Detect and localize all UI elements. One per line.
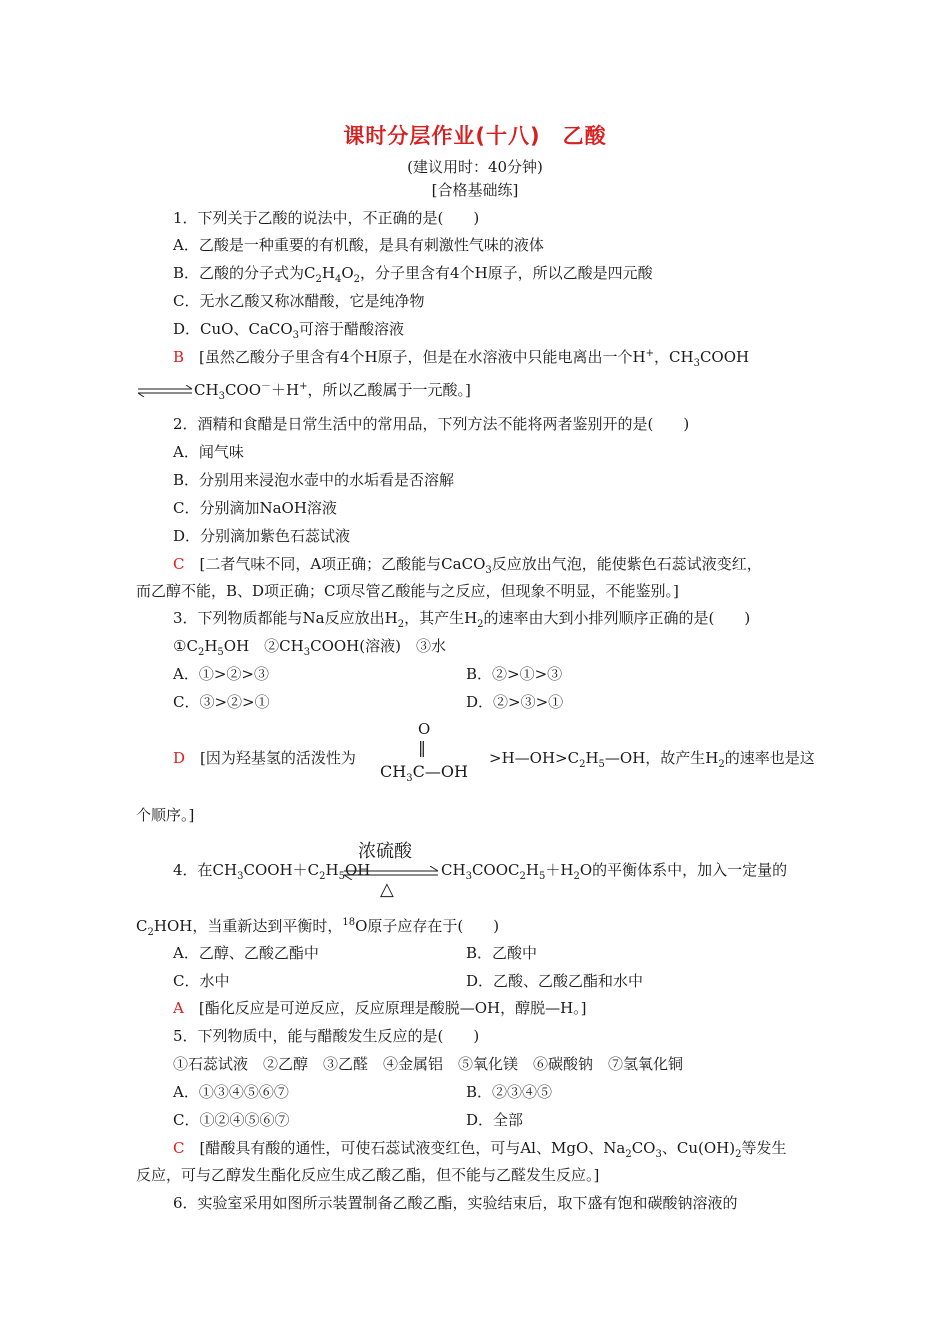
q4-option-b: B．乙酸中 bbox=[466, 944, 538, 962]
q5-option-a: A．①③④⑤⑥⑦ bbox=[173, 1083, 289, 1101]
q3-explanation-line2: 个顺序。] bbox=[136, 806, 195, 824]
reversible-reaction-arrow-icon bbox=[342, 866, 440, 880]
q4-option-a: A．乙醇、乙酸乙酯中 bbox=[173, 944, 319, 962]
q1-explanation-line2: $CH_3COO^-+H^+$，所以乙酸属于一元酸。] bbox=[136, 380, 471, 400]
q5-explanation-line2: 反应，可与乙醇发生酯化反应生成乙酸乙酯，但不能与乙醛发生反应。] bbox=[136, 1166, 600, 1184]
q4-stem: 4．在$CH_3COOH+C_2H_5OH$ bbox=[173, 861, 371, 882]
q1-option-c: C．无水乙酸又称冰醋酸，它是纯净物 bbox=[173, 292, 425, 310]
q3-option-c: C．③>②>① bbox=[173, 693, 270, 711]
reaction-condition-bottom: △ bbox=[380, 879, 394, 900]
q5-option-b: B．②③④⑤ bbox=[466, 1083, 553, 1101]
q3-items: $①C_2H_5OH$ $②CH_3COOH$(溶液) ③水 bbox=[173, 637, 446, 658]
q1-option-d: D．CuO、CaCO$_3$可溶于醋酸溶液 bbox=[173, 320, 405, 341]
q1-option-b: B．乙酸的分子式为$C_2H_4O_2$，分子里含有4个H原子，所以乙酸是四元酸 bbox=[173, 264, 653, 285]
q4-stem-line2: $C_2HOH$，当重新达到平衡时，$^{18}$O原子应存在于( ) bbox=[136, 917, 500, 938]
q3-option-d: D．②>③>① bbox=[466, 693, 564, 711]
q4-option-c: C．水中 bbox=[173, 972, 230, 990]
q2-option-a: A．闻气味 bbox=[173, 443, 244, 461]
q2-answer-explanation: C [二者气味不同，A项正确；乙酸能与CaCO$_3$反应放出气泡，能使紫色石蕊试液变红， bbox=[173, 555, 762, 576]
q3-option-a: A．①>②>③ bbox=[173, 665, 269, 683]
equilibrium-arrow-icon bbox=[136, 385, 194, 397]
q4-answer: A bbox=[173, 999, 184, 1017]
q2-option-b: B．分别用来浸泡水壶中的水垢看是否溶解 bbox=[173, 471, 455, 489]
q4-option-d: D．乙酸、乙酸乙酯和水中 bbox=[466, 972, 644, 990]
section-heading: [合格基础练] bbox=[431, 181, 519, 199]
q2-option-d: D．分别滴加紫色石蕊试液 bbox=[173, 527, 351, 545]
q3-explanation-tail: $>H—OH>C_2H_5—OH$，故产生$H_2$的速率也是这 bbox=[489, 749, 815, 770]
q3-stem: 3．下列物质都能与Na反应放出$H_2$，其产生$H_2$的速率由大到小排列顺序正确的是( ) bbox=[173, 609, 751, 630]
q2-answer: C bbox=[173, 555, 185, 573]
reaction-condition-top: 浓硫酸 bbox=[358, 841, 412, 862]
q4-stem-tail: $CH_3COOC_2H_5+H_2O$的平衡体系中，加入一定量的 bbox=[441, 861, 788, 882]
page-title: 课时分层作业(十八) 乙酸 bbox=[343, 124, 607, 148]
q5-option-d: D．全部 bbox=[466, 1111, 524, 1129]
q5-option-c: C．①②④⑤⑥⑦ bbox=[173, 1111, 290, 1129]
q5-answer: C bbox=[173, 1139, 185, 1157]
q1-option-a: A．乙酸是一种重要的有机酸，是具有刺激性气味的液体 bbox=[173, 236, 544, 254]
q2-option-c: C．分别滴加NaOH溶液 bbox=[173, 499, 337, 517]
acetic-acid-structure: $CH_3C—OH$ bbox=[380, 762, 468, 785]
q4-answer-explanation: A [酯化反应是可逆反应，反应原理是酸脱—OH，醇脱—H。] bbox=[173, 999, 587, 1017]
q5-answer-explanation: C [醋酸具有酸的通性，可使石蕊试液变红色，可与Al、MgO、$Na_2CO_3$、$Cu(OH)_2$等发生 bbox=[173, 1139, 787, 1160]
q1-answer-explanation: B [虽然乙酸分子里含有4个H原子，但是在水溶液中只能电离出一个H+，$CH_3COOH$ bbox=[173, 348, 750, 369]
q2-stem: 2．酒精和食醋是日常生活中的常用品，下列方法不能将两者鉴别开的是( ) bbox=[173, 415, 690, 433]
q6-stem: 6．实验室采用如图所示装置制备乙酸乙酯，实验结束后，取下盛有饱和碳酸钠溶液的 bbox=[173, 1194, 738, 1212]
q5-stem: 5．下列物质中，能与醋酸发生反应的是( ) bbox=[173, 1027, 480, 1045]
q2-explanation-line2: 而乙醇不能，B、D项正确；C项尽管乙酸能与之反应，但现象不明显，不能鉴别。] bbox=[136, 582, 679, 600]
q1-stem: 1．下列关于乙酸的说法中，不正确的是( ) bbox=[173, 209, 480, 227]
acetic-acid-double-bond: ‖ bbox=[418, 738, 426, 757]
q3-answer-explanation: D [因为羟基氢的活泼性为 bbox=[173, 749, 356, 767]
q3-answer: D bbox=[173, 749, 186, 767]
q1-answer: B bbox=[173, 348, 185, 366]
q3-option-b: B．②>①>③ bbox=[466, 665, 563, 683]
acetic-acid-oxygen-label: O bbox=[418, 720, 431, 738]
suggested-time: (建议用时：40分钟) bbox=[407, 158, 543, 176]
q5-items: ①石蕊试液 ②乙醇 ③乙醛 ④金属铝 ⑤氧化镁 ⑥碳酸钠 ⑦氢氧化铜 bbox=[173, 1055, 684, 1073]
